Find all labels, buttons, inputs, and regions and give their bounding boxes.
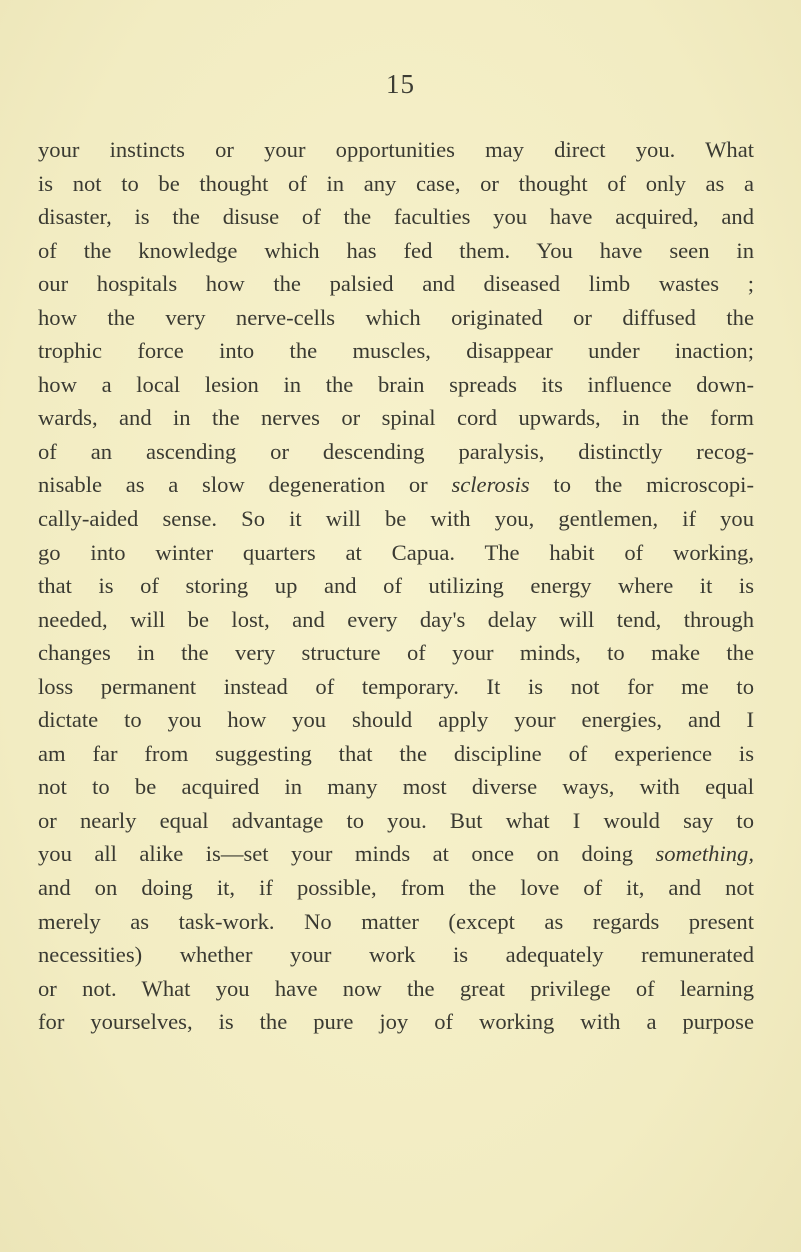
text-line: of the knowledge which has fed them. You have seen in [38,237,754,263]
text-line: loss permanent instead of temporary. It is not for me to [38,673,754,699]
text-line: our hospitals how the palsied and diseased limb wastes ; [38,271,754,297]
text-line: wards, and in the nerves or spinal cord upwards, in the form [38,405,754,431]
text-line: how a local lesion in the brain spreads its influence down- [38,371,754,397]
text-line [38,837,754,871]
text-line: disaster, is the disuse of the faculties you have acquired, and [38,204,754,230]
text-line: changes in the very structure of your minds, to make the [38,640,754,666]
italic-term: something, [655,841,754,867]
italic-term: sclerosis [451,472,530,498]
text-line: needed, will be lost, and every day's delay will tend, through [38,606,754,632]
text-line: merely as task-work. No matter (except as regards present [38,908,754,934]
text-line: am far from suggesting that the discipline of experience is [38,740,754,766]
text-line: cally-aided sense. So it will be with you, gentlemen, if you [38,506,754,532]
text-line: for yourselves, is the pure joy of working with a purpose [38,1009,754,1035]
text-line: your instincts or your opportunities may direct you. What [38,137,754,162]
text-segment: you all alike is—set your minds at once on doing [38,841,656,867]
text-segment: nisable as a slow degeneration or [38,472,452,498]
body-text [38,133,754,1039]
text-line: or not. What you have now the great privilege of learning [38,975,754,1001]
text-line: is not to be thought of in any case, or thought of only as a [38,170,754,196]
text-line: or nearly equal advantage to you. But what I would say to [38,807,754,833]
text-line: go into winter quarters at Capua. The habit of working, [38,539,754,565]
text-line: not to be acquired in many most diverse ways, with equal [38,774,754,800]
text-line: dictate to you how you should apply your energies, and I [38,707,754,733]
text-line [38,468,754,502]
text-line: of an ascending or descending paralysis, distinctly recog- [38,438,754,464]
text-line: trophic force into the muscles, disappear under inaction; [38,338,754,364]
text-line: how the very nerve-cells which originated or diffused the [38,304,754,330]
text-line: necessities) whether your work is adequately remunerated [38,942,754,968]
text-line: that is of storing up and of utilizing energy where it is [38,573,754,599]
page-number: 15 [386,69,415,99]
text-line: and on doing it, if possible, from the love of it, and not [38,875,754,901]
text-segment: to the microscopi- [529,472,754,498]
